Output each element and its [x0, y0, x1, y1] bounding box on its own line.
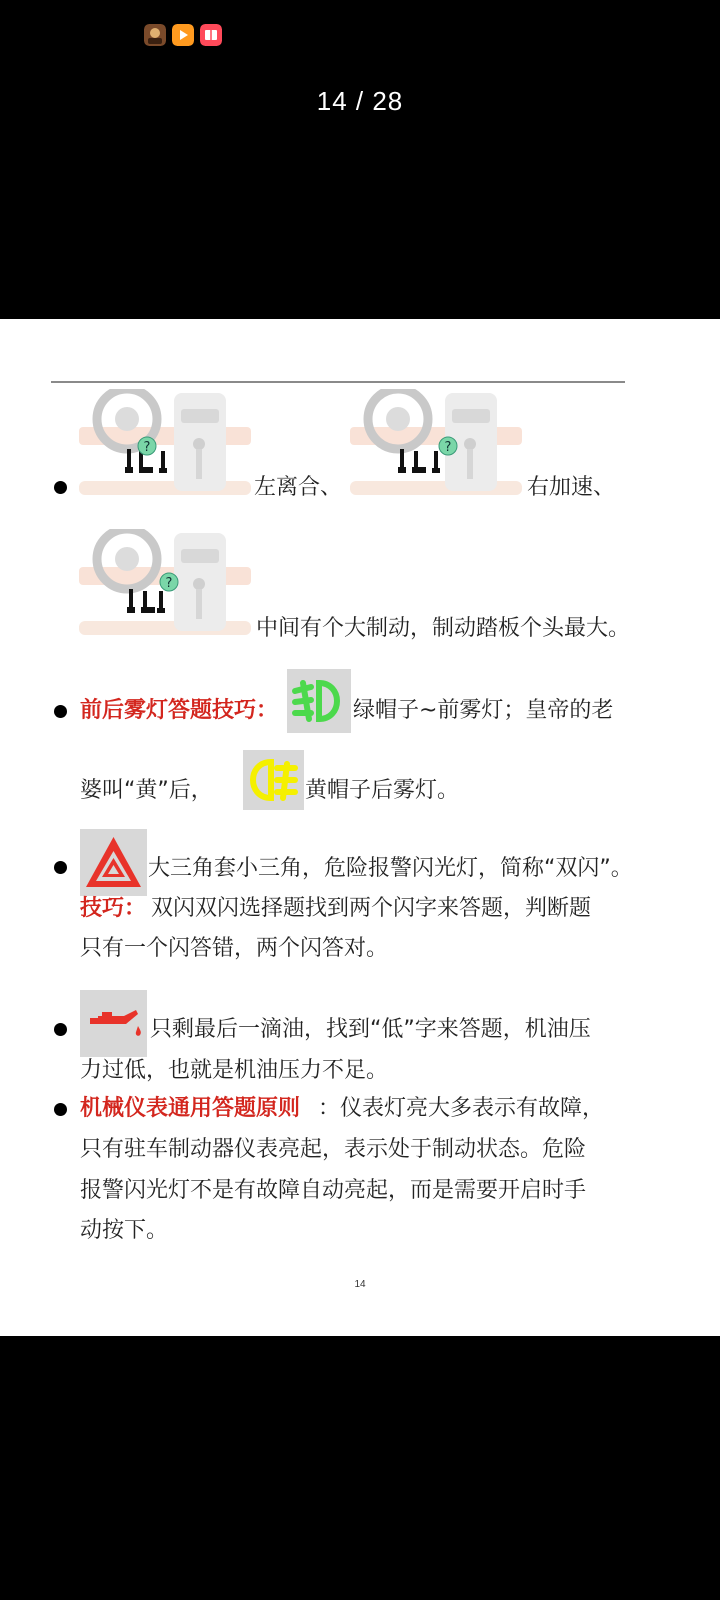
oil-pressure-text-1: 只剩最后一滴油，找到“低”字来答题，机油压: [150, 1017, 591, 1042]
hazard-text: 大三角套小三角，危险报警闪光灯，简称“双闪”。: [148, 856, 633, 881]
principle-title: 机械仪表通用答题原则: [80, 1096, 301, 1121]
oil-pressure-icon: [80, 990, 147, 1057]
fog-lamp-text-2b: 黄帽子后雾灯。: [305, 778, 460, 803]
pedal-brake-image: [79, 529, 251, 641]
brake-text: 中间有个大制动，制动踏板个头最大。: [256, 616, 631, 641]
page-number: 14: [354, 1279, 366, 1290]
document-page[interactable]: [0, 319, 720, 1336]
divider: [51, 381, 625, 383]
pedal-accelerator-image: [350, 389, 522, 501]
rear-fog-lamp-icon: [243, 750, 304, 810]
principle-text-3: 报警闪光灯不是有故障自动亮起，而是需要开启时手: [80, 1178, 587, 1203]
bullet: [54, 705, 67, 718]
oil-pressure-text-2: 力过低，也就是机油压力不足。: [80, 1058, 389, 1083]
pedal-clutch-image: [79, 389, 251, 501]
bullet: [54, 481, 67, 494]
svg-text:?: ?: [165, 576, 173, 591]
hazard-tip-text-2: 只有一个闪答错，两个闪答对。: [80, 936, 389, 961]
hazard-tip-label: 技巧：: [80, 896, 147, 921]
svg-text:?: ?: [444, 440, 452, 455]
fog-lamp-text-1: 绿帽子~前雾灯；皇帝的老: [353, 698, 614, 723]
principle-text-1: ：仪表灯亮大多表示有故障，: [318, 1096, 605, 1121]
fog-lamp-text-2a: 婆叫“黄”后，: [80, 778, 213, 803]
video-app-icon: [172, 24, 194, 46]
page-counter: 14 / 28: [316, 86, 404, 116]
svg-text:?: ?: [143, 440, 151, 455]
bullet: [54, 861, 67, 874]
principle-text-2: 只有驻车制动器仪表亮起，表示处于制动状态。危险: [80, 1137, 587, 1162]
accelerator-text: 右加速、: [527, 475, 616, 500]
bullet: [54, 1103, 67, 1116]
bullet: [54, 1023, 67, 1036]
status-bar: [0, 0, 720, 70]
clutch-text: 左离合、: [254, 475, 343, 500]
game-app-icon: [144, 24, 166, 46]
hazard-warning-icon: [80, 829, 147, 896]
hazard-tip-text: 双闪双闪选择题找到两个闪字来答题，判断题: [151, 896, 592, 921]
notification-icons: [144, 24, 222, 46]
fog-lamp-title: 前后雾灯答题技巧：: [80, 698, 279, 723]
principle-text-4: 动按下。: [80, 1218, 169, 1243]
reader-app-icon: [200, 24, 222, 46]
front-fog-lamp-icon: [287, 669, 351, 733]
